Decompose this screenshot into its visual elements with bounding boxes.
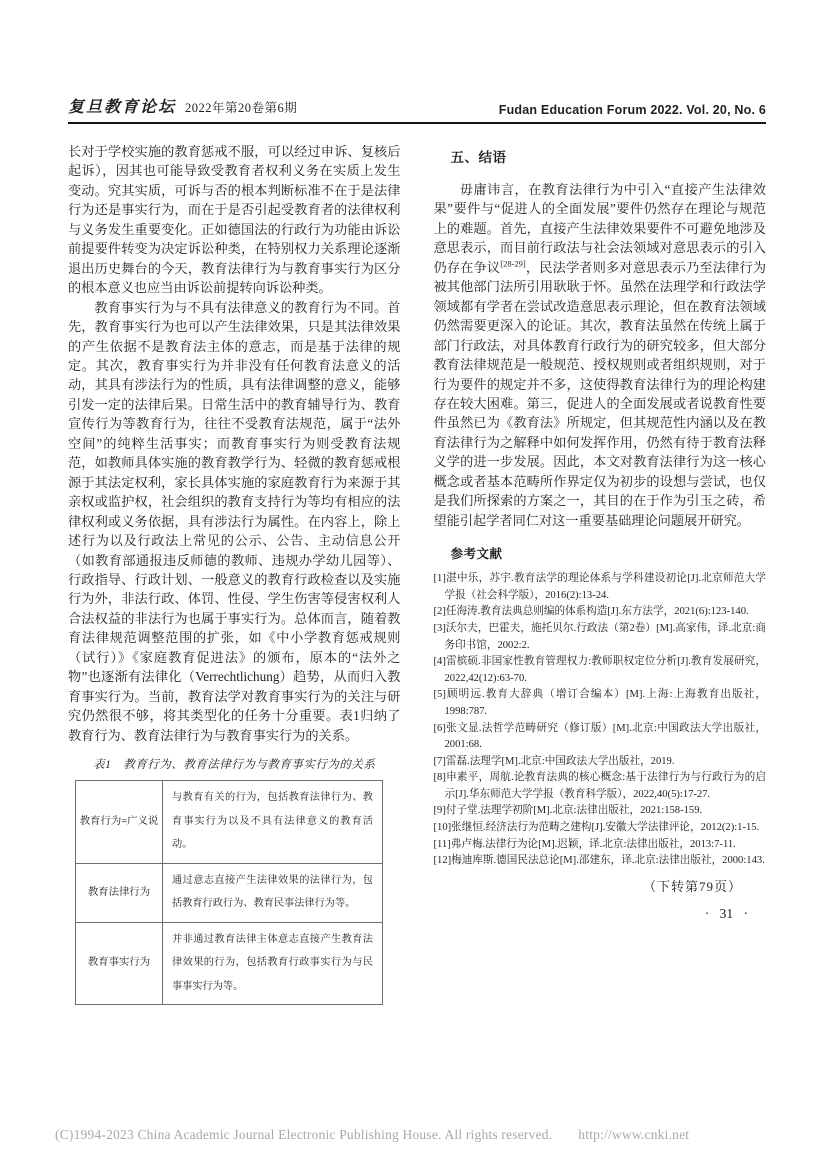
header-left [68,94,297,117]
page-body [68,142,766,1005]
page-number: · 31 · [704,905,748,921]
table-definition-cell: 与教育有关的行为，包括教育法律行为、教育事实行为以及不具有法律意义的教育活动。 [163,781,383,864]
paragraph-text: 毋庸讳言，在教育法律行为中引入“直接产生法律效果”要件与“促进人的全面发展”要件仍然存在理论与规范上的难题。首先，直接产生法律效果要件不可避免地涉及意思表示，而目前行政法与社会法领域对意思表示的引入仍存在争议 [433,182,766,275]
right-column [434,142,767,1005]
table-1 [75,780,383,1005]
reference-item: [3]沃尔夫，巴霍夫，施托贝尔.行政法（第2卷）[M].高家伟，译.北京:商务印书馆，2002:2. [433,622,766,651]
footer-url: http://www.cnki.net [578,1127,690,1142]
page-header [68,94,766,117]
references-heading: 参考文献 [450,547,503,562]
copyright-text: (C)1994-2023 China Academic Journal Electronic Publishing House. All rights reserved. [55,1127,553,1142]
reference-item: [10]张继恒.经济法行为范畴之建构[J].安徽大学法律评论，2012(2):1-15. [433,822,760,834]
table-caption: 表1 教育行为、教育法律行为与教育事实行为的关系 [93,759,376,772]
table-term-cell: 教育事实行为 [76,922,163,1005]
reference-item: [8]申素平，周航.论教育法典的核心概念:基于法律行为与行政行为的启示[J].华东师范大学学报（教育科学版），2022,40(5):17-27. [433,772,766,800]
reference-item: [9]付子堂.法理学初阶[M].北京:法律出版社，2021:158-159. [433,805,703,817]
table-row [76,863,383,922]
continuation-note: （下转第79页） [642,878,742,894]
reference-item: [11]弗卢梅.法律行为论[M].迟颖，译.北京:法律出版社，2013:7-11. [433,838,736,850]
reference-item: [5]顾明远.教育大辞典（增订合编本）[M].上海:上海教育出版社，1998:787. [433,689,766,717]
table-term-cell: 教育行为=广义说 [76,781,163,864]
journal-name-en: Fudan Education Forum 2022. Vol. 20, No. 6 [498,103,766,117]
references-list [434,571,767,870]
reference-item: [2]任海涛.教育法典总则编的体系构造[J].东方法学，2021(6):123-140. [433,606,749,618]
journal-name-cn: 复旦教育论坛 [68,99,177,116]
paragraph-text: ，民法学者则多对意思表示乃至法律行为被其他部门法所引用耿耿于怀。虽然在法理学和行政法学领域都有学者在尝试改造意思表示理论，但在教育法领域仍然需要更深入的论证。其次，教育法虽然在传统上属于部门行政法，对具体教育行政行为的研究较多，但大部分教育法律规范是一般规范、授权规则或者组织规则，对于行为要件的规定并不多，这使得教育法律行为的理论构建存在较大困难。第三，促进人的全面发展或者说教育性要件虽然已为《教育法》所规定，但其规范性内涵以及在教育法律行为之解释中如何发挥作用，仍然有待于教育法释义学的进一步发展。因此，本文对教育法律行为这一核心概念或者基本范畴所作界定仅为初步的设想与尝试，也仅是我们所探索的方案之一，其目的在于作为引玉之砖，希望能引起学者同仁对这一重要基础理论问题展开研究。 [433,259,767,528]
reference-item: [6]张文显.法哲学范畴研究（修订版）[M].北京:中国政法大学出版社，2001:68. [433,722,766,751]
issue-info: 2022年第20卷第6期 [185,101,298,115]
reference-item: [7]雷磊.法理学[M].北京:中国政法大学出版社，2019. [433,755,675,767]
left-column [68,142,401,1005]
table-definition-cell: 通过意志直接产生法律效果的法律行为，包括教育行政行为、教育民事法律行为等。 [163,863,383,922]
footer [55,1127,689,1143]
table-term-cell: 教育法律行为 [76,863,163,922]
section-heading: 五、结语 [450,150,507,165]
reference-item: [4]雷槟硕.非国家性教育管理权力:教师职权定位分析[J].教育发展研究，2022,42(12):63-70. [433,656,766,684]
body-paragraph-continuation: 长对于学校实施的教育惩戒不服，可以经过申诉、复核后起诉），因其也可能导致受教育者权利义务在实质上发生变动。究其实质，可诉与否的根本判断标准不在于是法律行为还是事实行为，而在于是否引起受教育者的法律权利与义务发生重要变化。正如德国法的行政行为功能由诉讼前提要件转变为决定诉讼种类，在特别权力关系理论逐渐退出历史舞台的今天，教育法律行为与教育事实行为区分的根本意义也应当由诉讼前提转向诉讼种类。 [68,144,401,296]
table-row [76,922,383,1005]
citation-superscript: [28-29] [500,258,526,269]
reference-item: [1]湛中乐，苏宇.教育法学的理论体系与学科建设初论[J].北京师范大学学报（社会科学版），2016(2):13-24. [433,573,766,601]
body-paragraph: 教育事实行为与不具有法律意义的教育行为不同。首先，教育事实行为也可以产生法律效果，只是其法律效果的产生依据不是教育法主体的意志，而是基于法律的规定。其次，教育事实行为并非没有任何教育法意义的活动，其具有涉法行为的性质，具有法律调整的意义，能够引发一定的法律后果。日常生活中的教育辅导行为、教育宣传行为等教育行为，往往不受教育法规范，属于“法外空间”的纯粹生活事实；而教育事实行为则受教育法规范，如教师具体实施的教育教学行为、轻微的教育惩戒根源于其法定权利，家长具体实施的家庭教育行为来源于其亲权或监护权，社会组织的教育支持行为等均有相应的法律权利或义务依据，具有涉法行为属性。在内容上，除上述行为以及行政法上常见的公示、公告、主动信息公开（如教育部通报违反师德的教师、违规办学幼儿园等）、行政指导、行政计划、一般意义的教育行政检查以及实施行为外，非法行政、体罚、性侵、学生伤害等侵害权利人合法权益的非法行为也属于事实行为。总体而言，随着教育法律规范调整范围的扩张，如《中小学教育惩戒规则（试行）》《家庭教育促进法》的颁布，原本的“法外之物”也逐渐有法律化（Verrechtlichung）趋势，从而归入教育事实行为。当前，教育法学对教育事实行为的关注与研究仍然很不够，将其类型化的任务十分重要。表1归纳了教育行为、教育法律行为与教育事实行为的关系。 [68,299,401,743]
header-divider [68,122,766,124]
table-row [76,781,383,864]
table-definition-cell: 并非通过教育法律主体意志直接产生教育法律效果的行为，包括教育行政事实行为与民事事实行为等。 [163,922,383,1005]
conclusion-paragraph [434,180,767,530]
reference-item: [12]梅迪库斯.德国民法总论[M].邵建东，译.北京:法律出版社，2000:143. [433,855,765,867]
